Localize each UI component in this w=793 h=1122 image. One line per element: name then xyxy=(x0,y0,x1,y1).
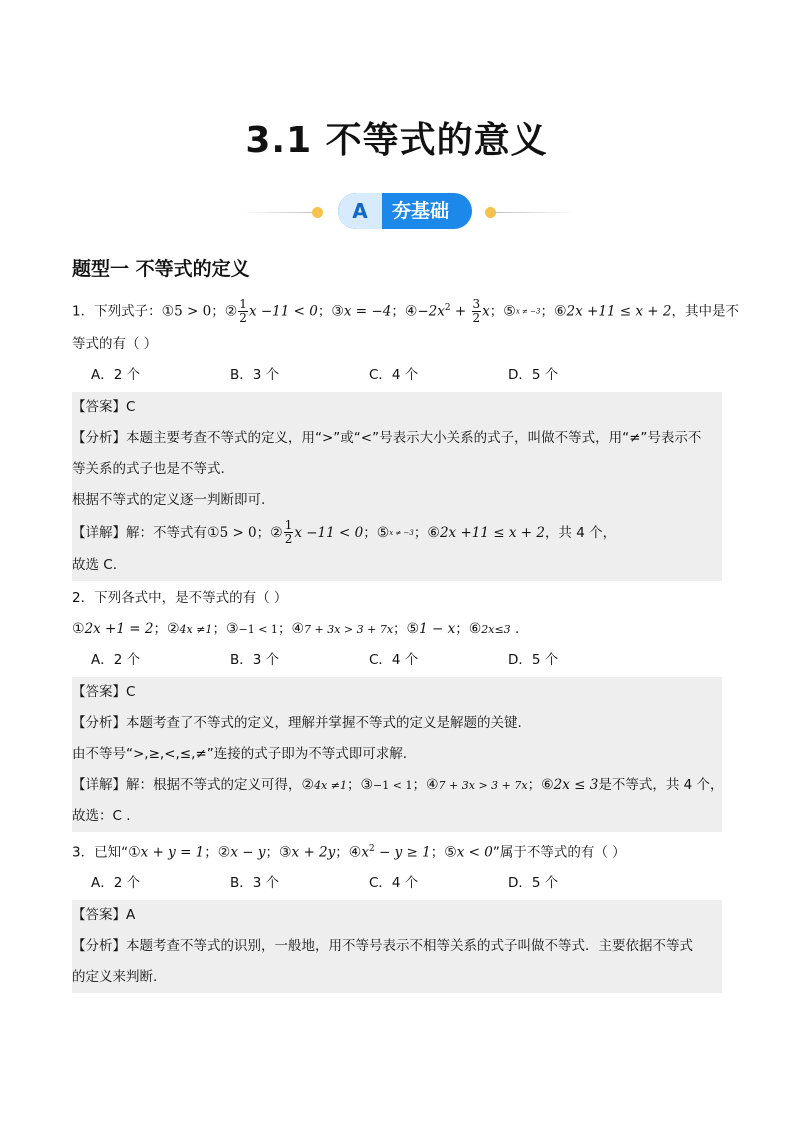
analysis-line: 【分析】本题考查不等式的识别，一般地，用不等号表示不相等关系的式子叫做不等式．主要依据不等式 xyxy=(72,938,693,954)
question-2-solution xyxy=(72,677,722,832)
answer: 【答案】A xyxy=(72,907,136,923)
option-a[interactable]: A．2 个 xyxy=(91,366,141,383)
question-2-items: ①2x +1 = 2；②4x ≠1；③−1 < 1；④7 + 3x > 3 + 7x；⑤1 − x；⑥2x≤3 . xyxy=(72,620,520,637)
option-c[interactable]: C．4 个 xyxy=(369,651,419,668)
analysis-line: 的定义来判断. xyxy=(72,969,158,985)
option-b[interactable]: B．3 个 xyxy=(230,651,280,668)
section-badge-row xyxy=(0,193,793,229)
answer: 【答案】C xyxy=(72,683,136,700)
fraction: $\frac{1}{2}$ xyxy=(239,297,247,325)
question-1-solution xyxy=(72,392,722,581)
question-2-stem: 2．下列各式中，是不等式的有（ ） xyxy=(72,589,288,606)
page-title: 3.1 不等式的意义 xyxy=(245,120,548,161)
question-list xyxy=(72,291,739,995)
fraction: $\frac{1}{2}$ xyxy=(284,518,293,546)
option-d[interactable]: D．5 个 xyxy=(508,366,559,383)
question-1-options xyxy=(72,360,722,391)
option-b[interactable]: B．3 个 xyxy=(230,875,280,891)
badge-letter: A xyxy=(338,193,382,229)
question-1-stem: 1．下列式子：①5 > 0；② $\frac{1}{2}$ x −11 < 0；③x = −4；$④-2x^2$ + $\frac{3}{2}$ x；⑤x ≠ −3；⑥2x +11 ≤ x + 2，其中是不 xyxy=(72,297,739,325)
analysis-line: 根据不等式的定义逐一判断即可. xyxy=(72,491,266,508)
question-2-options xyxy=(72,645,722,676)
option-d[interactable]: D．5 个 xyxy=(508,651,559,668)
fraction: $\frac{3}{2}$ xyxy=(472,297,481,325)
question-3-solution xyxy=(72,900,722,993)
detail-line: 【详解】解：根据不等式的定义可得，②4x ≠1；③−1 < 1；④7 + 3x > 3 + 7x；⑥2x ≤ 3是不等式，共 4 个， xyxy=(72,776,724,793)
analysis-line: 【分析】本题考查了不等式的定义，理解并掌握不等式的定义是解题的关键. xyxy=(72,714,522,731)
level-badge xyxy=(338,193,472,229)
question-3-stem: 3．已知“①x + y = 1；②x − y；③x + 2y；$④x^2 - y \ge 1$；⑤x < 0”属于不等式的有（ ） xyxy=(72,843,626,860)
analysis-line: 由不等号“>,≥,<,≤,≠”连接的式子即为不等式即可求解. xyxy=(72,745,408,762)
divider-left xyxy=(240,212,316,213)
question-3-options xyxy=(72,868,722,899)
answer: 【答案】C xyxy=(72,398,136,415)
option-b[interactable]: B．3 个 xyxy=(230,366,280,383)
choose-line: 故选：C . xyxy=(72,807,131,824)
option-a[interactable]: A．2 个 xyxy=(91,875,141,891)
analysis-line: 等关系的式子也是不等式. xyxy=(72,460,225,477)
option-c[interactable]: C．4 个 xyxy=(369,875,419,891)
section-heading: 题型一 不等式的定义 xyxy=(72,258,250,280)
option-a[interactable]: A．2 个 xyxy=(91,651,141,668)
detail-line: 【详解】解：不等式有①5 > 0；② $\frac{1}{2}$ x −11 < 0；⑤x ≠ −3；⑥2x +11 ≤ x + 2，共 4 个， xyxy=(72,518,617,546)
question-1-stem-cont: 等式的有（ ） xyxy=(72,335,158,352)
analysis-line: 【分析】本题主要考查不等式的定义，用“>”或“<”号表示大小关系的式子，叫做不等式，用“≠”号表示不 xyxy=(72,429,702,446)
dot-left xyxy=(312,207,323,218)
option-d[interactable]: D．5 个 xyxy=(508,875,559,891)
divider-right xyxy=(494,212,574,213)
option-c[interactable]: C．4 个 xyxy=(369,366,419,383)
choose-line: 故选 C. xyxy=(72,556,118,573)
badge-text: 夯基础 xyxy=(392,200,450,222)
